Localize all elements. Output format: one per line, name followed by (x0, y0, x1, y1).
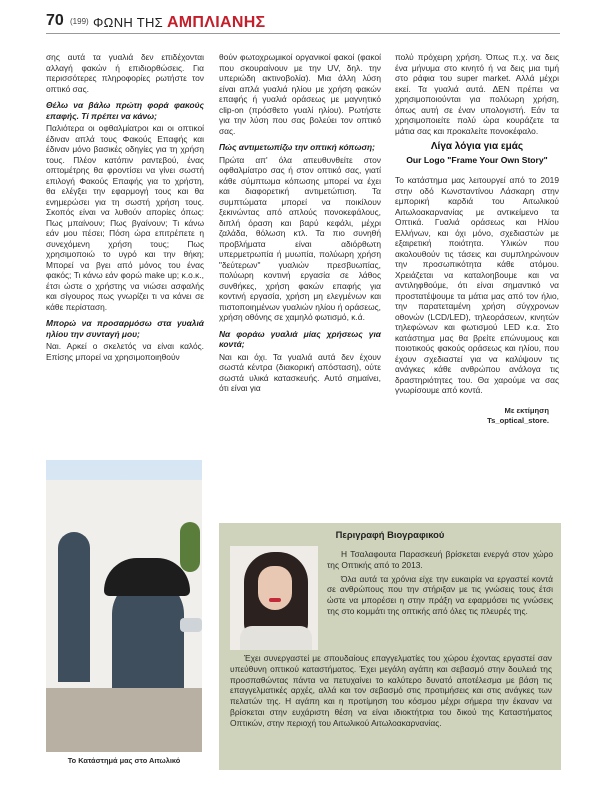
store-photo (46, 460, 202, 752)
paragraph: Έχει συνεργαστεί με σπουδαίους επαγγελματίες του χώρου έχοντας εργαστεί σαν υπεύθυνη οπτικού καταστήματος. Έχει μεγάλη αγάπη και σεβασμό στην δουλειά της προσπαθώντας πάντα να πετυχαίνει το καλύτερο δυνατό αποτέλεσμα με βάση τις επαγγελματικές αρχές, αλλά και τον σεβασμό στις προτιμήσεις και στις ανάγκες των πελατών της. Η αγάπη και η προτίμηση του κόσμου μέχρι σήμερα την έκαναν να βρίσκεται στην ευχάριστη θέση να είναι ιδιοκτήτρια του δικού της Καταστήματος Οπτικών, στην περιοχή του Αιτωλικού Αιτωλοακαρνανίας. (230, 653, 552, 728)
bio-title: Περιγραφή Βιογραφικού (335, 529, 445, 540)
paragraph: Ναι. Αρκεί ο σκελετός να είναι καλός. Επίσης μπορεί να χρησιμοποιηθούν (46, 341, 204, 362)
bio-box (219, 523, 561, 770)
signature-line: Με εκτίμηση (504, 405, 549, 415)
header-divider (46, 33, 560, 34)
store-name: Ts_optical_store. (487, 416, 549, 425)
article-column-1 (46, 52, 204, 368)
page-header (46, 10, 560, 34)
portrait-lips (269, 598, 281, 602)
issue-number: (199) (70, 17, 89, 26)
bio-text-lower (230, 653, 552, 732)
question-heading: Πώς αντιμετωπίζω την οπτική κόπωση; (219, 142, 375, 152)
about-us-title: Λίγα λόγια για εμάς (430, 141, 524, 152)
question-heading: Να φοράω γυαλιά μίας χρήσεως για κοντά; (219, 328, 381, 349)
article-column-3 (395, 52, 559, 427)
signature (395, 406, 549, 427)
paragraph: Παλιότερα οι οφθαλμίατροι και οι οπτικοί έδιναν απλά τους Φακούς Επαφής και έδιναν μόνο βασικές οδηγίες για τη χρήση τους. Πλέον κατόπιν ραντεβού, ένας οπτομέτρης θα φροντίσει να γίνει σωστή επιλογή Φακούς Επαφής για το χρήστη, θα ελέγξει την εφαρμογή τους και θα ενημερώσει για τη σωστή χρήση τους. Σκοπός είναι να λυθούν απορίες όπως: Πως μπαίνουν; Πως βγαίνουν; Τι κάνω εάν μου πέσει; Πόση ώρα επιτρέπετε η συνεχόμενη χρήση τους; Πως χρησιμοποιώ το υγρό και την θήκη; Μπορεί να βγει από μόνος του ένας φακός; Τι κάνω εάν φορώ make up; κ.ο.κ., έτσι ώστε ο χρήστης να νιώσει ασφαλής και σίγουρος πως γνωρίζει τι να κάνει σε κάθε περίσταση. (46, 123, 204, 312)
magazine-name: ΑΜΠΛΙΑΝΗΣ (166, 14, 266, 31)
paragraph: πολύ πρόχειρη χρήση. Όπως π.χ. να δεις ένα μήνυμα στο κινητό ή να δεις μια τιμή στο ράφια του super market. Αλλά μέχρι εκεί. Τα γυαλιά αυτά. ΔΕΝ πρέπει να χρησιμοποιούνται για πολύωρη χρήση, όπως αυτή σε έναν υπολογιστή. Εάν τα χρησιμοποιείτε πολύ ώρα κουράζετε τα μάτια σας και προκαλείτε πονοκέφαλο. (395, 52, 559, 136)
portrait-shirt (240, 626, 312, 650)
paragraph: σης αυτά τα γυαλιά δεν επιδέχονται αλλαγή φακών ή επιδιορθώσεις. Για περισσότερες πληροφορίες ρωτήστε τον οπτικό σας. (46, 52, 204, 94)
question-heading: Μπορώ να προσαρμόσω στα γυαλιά ηλίου την συνταγή μου; (46, 318, 204, 339)
logo-slogan: Our Logo "Frame Your Own Story" (406, 154, 548, 165)
pavement (46, 688, 202, 752)
magazine-title (93, 14, 265, 32)
article-column-2 (219, 52, 381, 400)
bio-text-upper (327, 549, 553, 620)
page-number: 70 (46, 12, 64, 29)
paragraph: Η Τσαλαφουτα Παρασκευή βρίσκεται ενεργά στον χώρο της Οπτικής από το 2013. (327, 549, 553, 570)
photo-caption: Το Κατάστημά μας στο Αιτωλικό (67, 756, 181, 765)
question-heading: Θέλω να βάλω πρώτη φορά φακούς επαφής. Τί πρέπει να κάνω; (46, 100, 204, 121)
arched-window (58, 532, 90, 682)
portrait-face (258, 566, 292, 610)
tree (180, 522, 200, 572)
paragraph: Όλα αυτά τα χρόνια είχε την ευκαιρία να εργαστεί κοντά σε ανθρώπους που την στήριξαν με τις γνώσεις τους έτσι ώστε να μπορέσει η στην πράξη να εφαρμόσει τις γνώσεις της στο κομμάτι της οπτικής από όλες τις πλευρές της. (327, 573, 553, 616)
paragraph: Πρώτα απ' όλα απευθυνθείτε στον οφθαλμίατρο σας ή στον οπτικό σας, γιατί κάθε σύμπτωμα κόπωσης μπορεί να έχει και διαφορετική αντιμετώπιση. Τα συμπτώματα μπορεί να ποικίλουν ξεκινώντας από απλούς πονοκεφάλους, διπλή όραση και βαρύ κεφάλι, μέχρι ζαλάδα, θόλωση κτλ. Τα πιο συνηθή προβλήματα είναι αδιόρθωτη υπερμετρωπία ή μυωπία, πολύωρη χρήση "δεύτερων" γυαλιών πρεσβυωπίας, πολύωρη κοντινή εργασία σε λάθος συνθήκες, χρήση φακών επαφής για κοντινή εργασία, χρήση μη ελεγμένων και πιστοποιημένων γυαλιών ηλίου ή οράσεως, χρήση οθόνης σε χαμηλό φωτισμό, κ.ά. (219, 154, 381, 322)
portrait-photo (230, 546, 318, 650)
paragraph: θούν φωτοχρωμικοί οργανικοί φακοί (φακοί που σκουραίνουν με την UV, δηλ. την υπεριώδη ακτινοβολία). Μια άλλη λύση είναι απλά γυαλιά ηλίου με χρήση φακών επαφής ή γυαλιά οράσεως με μαγνητικό clip-on (πρόσθετο γυαλί ηλίου). Ρωτήστε για την λύση που σας βολεύει τον οπτικό σας. (219, 52, 381, 136)
paragraph: Το κατάστημα μας λειτουργεί από το 2019 στην οδό Κωνσταντίνου Λάσκαρη στην εμπορική καρδιά του Αιτωλικού Αιτωλοακαρνανίας με αντικείμενο τα Οπτικά. Γυαλιά οράσεως και Ηλίου Ελλήνων, και όχι μόνο, σχεδιαστών με εξαιρετική ποιότητα. Υλικών που ακολουθούν τις τάσεις και συμπληρώνουν την προσωπικότητα κάθε ατόμου. Χρειάζεται να καταλοηβουμε και να αντιληφθούμε, ότι είναι σημαντικό να προστατέψουμε τα μάτια μας από τον ήλιο, την παρατεταμένη χρήση σύγχρονων οθονών (LCD/LED), τηλεοράσεων, κινητών τηλεφώνων και φωτισμού LED κ.α. Στο κατάστημα μας θα βρείτε επώνυμους και ποιοτικούς φακούς οράσεως και ηλίου, που έχουν σχεδιαστεί για να καλύψουν τις ανάγκες κάθε ανθρώπου ανάλογα τις δραστηριότητες του. Θα χαρούμε να σας γνωρίσουμε από κοντά. (395, 175, 559, 395)
magazine-prefix: ΦΩΝΗ ΤΗΣ (93, 15, 164, 30)
paragraph: Ναι και όχι. Τα γυαλιά αυτά δεν έχουν σωστά κέντρα (διακορική απόσταση), ούτε σωστά υλικά κατασκευής. Αυτό σημαίνει, ότι είναι για (219, 351, 381, 393)
parked-car (180, 618, 202, 632)
